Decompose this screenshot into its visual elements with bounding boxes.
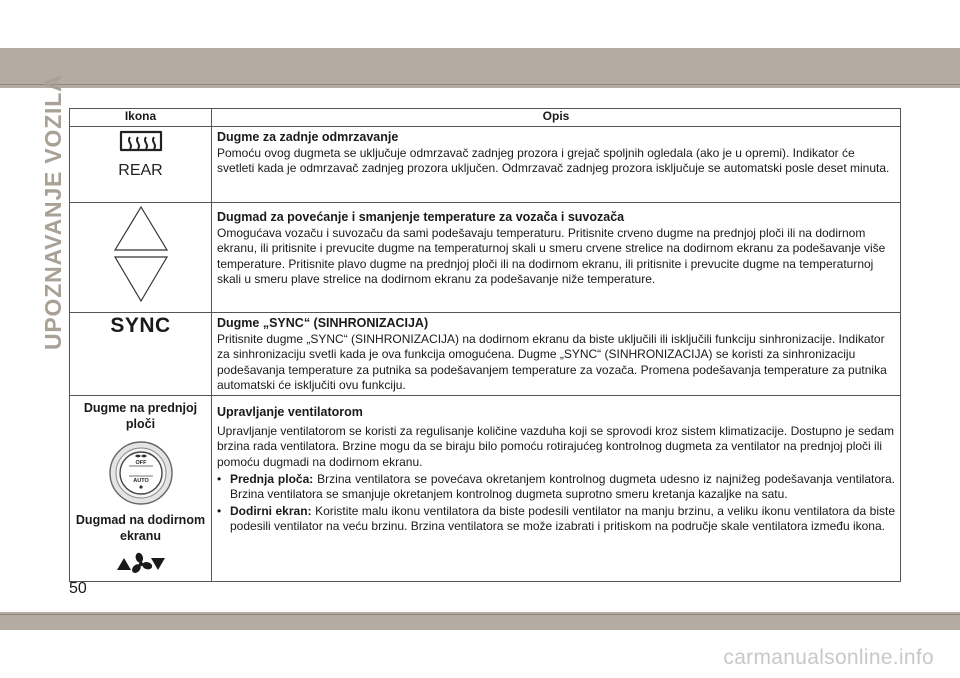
temperature-up-down-icon [111, 204, 171, 304]
triangle-down-icon [115, 257, 167, 301]
knob-auto-label: AUTO [132, 478, 149, 485]
section-sidebar-title: UPOZNAVANJE VOZILA [40, 74, 66, 350]
row-title: Dugmad za povećanje i smanjenje temperature za vozača i suvozača [217, 210, 625, 224]
page-number: 50 [69, 580, 87, 597]
rear-icon-label: REAR [118, 162, 163, 179]
fan-increase-triangle-icon [151, 558, 165, 570]
table-row [70, 396, 901, 582]
header-description: Opis [212, 109, 901, 127]
fan-decrease-triangle-icon [117, 558, 131, 570]
row-text: Pomoću ovog dugmeta se uključuje odmrzavač zadnjeg prozora i grejač spoljnih ogledala (ako je u opremi). Indikator će svetleti kada je odmrzavač zadnjeg prozora uključen. Odmrzavač zadnjeg prozora isključuje se automatski posle deset minuta. [217, 146, 890, 176]
rear-defrost-icon-cell [70, 127, 212, 203]
front-panel-label: Dugme na prednjoj ploči [83, 401, 198, 432]
footer-rule [0, 614, 960, 615]
temperature-desc [212, 203, 901, 313]
fan-desc [212, 396, 901, 582]
fan-icon [130, 552, 153, 575]
row-text: Omogućava vozaču i suvozaču da sami podešavaju temperaturu. Pritisnite crveno dugme na prednjoj ploči ili na dodirnom ekranu, ili pritisnite i prevucite dugme na temperaturnoj skali u smeru crvene strelice na dodirnom ekranu za podešavanje više temperature. Pritisnite plavo dugme na prednjoj ploči ili na dodirnom ekranu, ili pritisnite i prevucite dugme na temperaturnoj skali u smeru plave strelice na dodirnom ekranu za podešavanje niže temperature. [217, 226, 886, 286]
sync-icon-cell [70, 313, 212, 396]
row-title: Dugme „SYNC“ (SINHRONIZACIJA) [217, 316, 429, 330]
row-text: Upravljanje ventilatorom se koristi za regulisanje količine vazduha koji se sprovodi kroz sistem klimatizacije. Dostupno je sedam brzina rada ventilatora. Brzine mogu da se biraju bilo pomoću rotirajućeg kontrolnog dugmeta za ventilator na prednjoj ploči ili pomoću dugmadi na dodirnom ekranu. [217, 424, 894, 469]
table-row [70, 203, 901, 313]
rear-defrost-desc [212, 127, 901, 203]
knob-off-label: OFF [135, 460, 146, 467]
controls-table [69, 108, 901, 582]
fan-knob-icon [108, 440, 174, 506]
rear-defrost-icon [118, 128, 164, 158]
table-row [70, 127, 901, 203]
triangle-up-icon [115, 207, 167, 250]
touchscreen-label: Dugmad na dodirnom ekranu [75, 513, 206, 544]
row-title: Dugme za zadnje odmrzavanje [217, 130, 399, 144]
row-title: Upravljanje ventilatorom [217, 405, 363, 420]
fan-bullet-list [217, 472, 895, 535]
list-item: • Dodirni ekran: Koristite malu ikonu ventilatora da biste podesili ventilator na manju brzinu, a veliku ikonu ventilatora da biste podesili ventilator na veću brzinu. Brzina ventilatora se može izabrati i pritiskom na područje skale ventilatora između ikona. [217, 504, 895, 534]
header-rule [0, 84, 960, 85]
list-item: • Prednja ploča: Brzina ventilatora se povećava okretanjem kontrolnog dugmeta udesno iz najnižeg podešavanja ventilatora. Brzina ventilatora se smanjuje okretanjem kontrolnog dugmeta suprotno smeru kretanja kazaljke na satu. [217, 472, 895, 502]
header-icon: Ikona [70, 109, 212, 127]
temperature-icon-cell [70, 203, 212, 313]
header-band [0, 48, 960, 88]
row-text: Pritisnite dugme „SYNC“ (SINHRONIZACIJA) na dodirnom ekranu da biste uključili ili isključili funkciju sinhronizacije. Indikator za sinhronizaciju svetli kada je ova funkcija omogućena. Dugme „SYNC“ (SINHRONIZACIJA) se koristi za sinhronizaciju podešavanja temperature za putnika sa podešavanjem temperature za vozača. Promena podešavanja temperature za putnika automatski će isključiti ovu funkciju. [217, 332, 887, 392]
watermark: carmanualsonline.info [723, 646, 934, 669]
table-header-row [70, 109, 901, 127]
sync-icon-label: SYNC [110, 314, 171, 337]
sync-desc [212, 313, 901, 396]
table-row [70, 313, 901, 396]
fan-icon-cell [70, 396, 212, 582]
fan-speed-icon [115, 552, 167, 576]
